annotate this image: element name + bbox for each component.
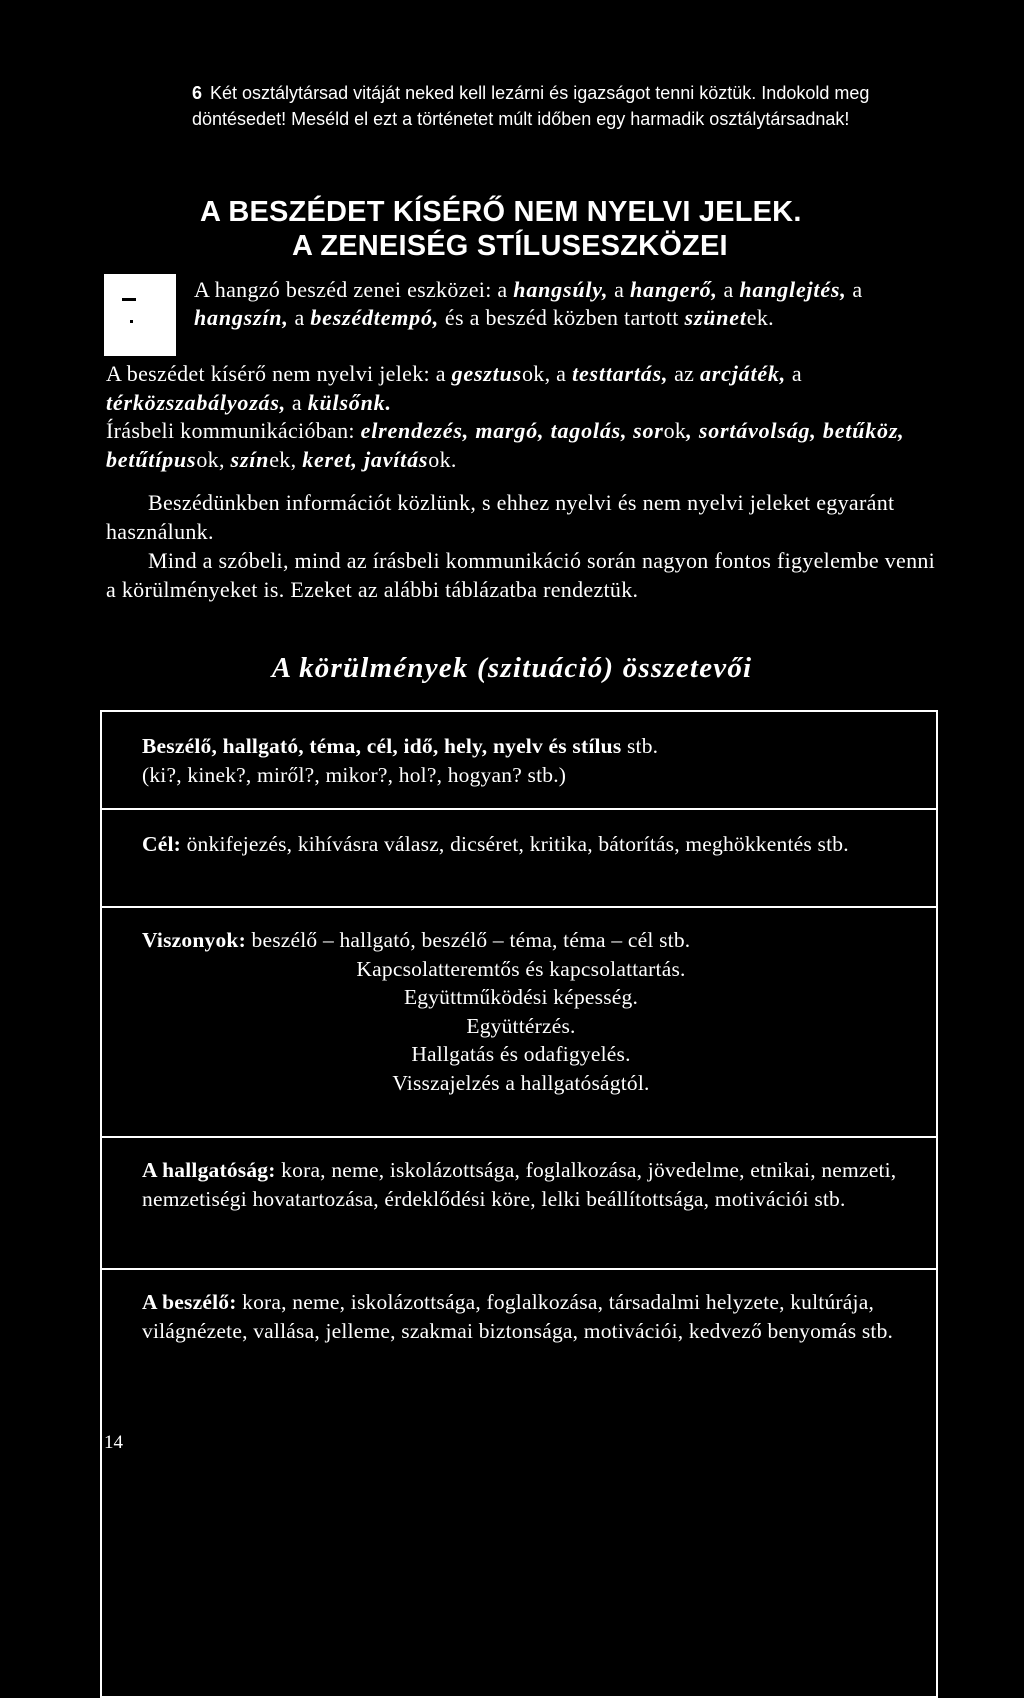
table-divider (102, 1136, 936, 1138)
table-row-goal: Cél: önkifejezés, kihívásra válasz, dicséret, kritika, bátorítás, meghökkentés stb. (142, 832, 849, 856)
theory-nonverbal-paragraph: A beszédet kísérő nem nyelvi jelek: a gesztusok, a testtartás, az arcjáték, a térközszabályozás, a külsőnk. (106, 361, 802, 415)
section-heading-line2: A ZENEISÉG STÍLUSESZKÖZEI (292, 230, 728, 262)
theory-marker-icon (104, 274, 176, 356)
table-row-relations: Viszonyok: beszélő – hallgató, beszélő – téma, téma – cél stb. Kapcsolatteremtős és kapcsolattartás. Együttműködési képesség. Együttérzés. Hallgatás és odafigyelés. Visszajelzés a hallgatóságtól. (142, 928, 691, 1095)
table-divider (102, 808, 936, 810)
table-divider (102, 906, 936, 908)
theory-written-paragraph: Írásbeli kommunikációban: elrendezés, margó, tagolás, sorok, sortávolság, betűköz, betűtípusok, színek, keret, javítások. (106, 418, 905, 472)
exercise-6 (192, 80, 952, 132)
body-text (106, 488, 941, 604)
section-heading-line1: A BESZÉDET KÍSÉRŐ NEM NYELVI JELEK. (200, 196, 802, 228)
page-number: 14 (104, 1432, 123, 1453)
circumstances-table (100, 710, 938, 1698)
body-paragraph-2: Mind a szóbeli, mind az írásbeli kommunikáció során nagyon fontos figyelembe venni a körülményeket is. Ezeket az alábbi táblázatba rendeztük. (106, 548, 936, 602)
table-divider (102, 1268, 936, 1270)
body-paragraph-1: Beszédünkben információt közlünk, s ehhez nyelvi és nem nyelvi jeleket egyaránt használunk. (106, 490, 895, 544)
table-row-audience: A hallgatóság: kora, neme, iskolázottsága, foglalkozása, jövedelme, etnikai, nemzeti, nemzetiségi hovatartozása, érdeklődési köre, lelki beállítottsága, motivációi stb. (142, 1158, 897, 1211)
exercise-text: Két osztálytársad vitáját neked kell lezárni és igazságot tenni köztük. Indokold meg döntésedet! Meséld el ezt a történetet múlt időben egy harmadik osztálytársadnak! (192, 83, 870, 129)
table-row-components: Beszélő, hallgató, téma, cél, idő, hely, nyelv és stílus stb. (ki?, kinek?, miről?, mikor?, hol?, hogyan? stb.) (142, 734, 659, 787)
table-row-speaker: A beszélő: kora, neme, iskolázottsága, foglalkozása, társadalmi helyzete, kultúrája, világnézete, vallása, jelleme, szakmai biztonsága, motivációi, kedvező benyomás stb. (142, 1290, 894, 1343)
theory-nonverbal-signs (106, 360, 941, 474)
exercise-number: 6 (192, 83, 203, 103)
table-title: A körülmények (szituáció) összetevői (271, 652, 753, 684)
theory-music-tools: A hangzó beszéd zenei eszközei: a hangsúly, a hangerő, a hanglejtés, a hangszín, a beszédtempó, és a beszéd közben tartott szünetek. (194, 277, 863, 330)
